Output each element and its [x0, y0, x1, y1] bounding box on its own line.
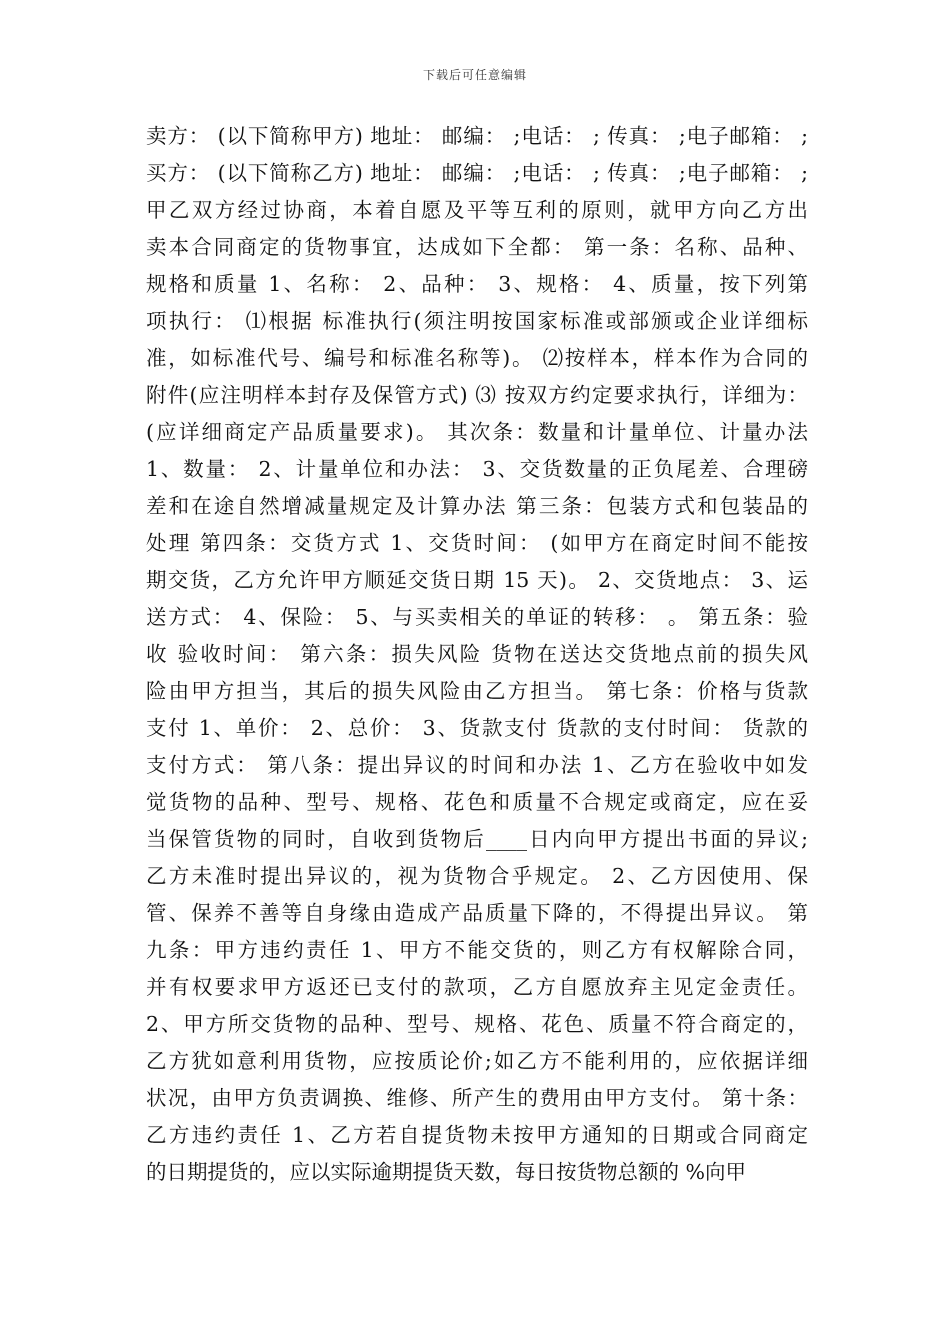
contract-body — [146, 118, 808, 1191]
text-line: 2、甲方所交货物的品种、型号、规格、花色、质量不符合商定的， — [146, 1012, 808, 1036]
text-line: 九条：甲方违约责任 1、甲方不能交货的，则乙方有权解除合同， — [146, 938, 808, 962]
text-line: 收 验收时间： 第六条：损失风险 货物在送达交货地点前的损失风 — [146, 642, 808, 666]
text-line: 附件(应注明样本封存及保管方式) ⑶ 按双方约定要求执行，详细为： — [146, 383, 808, 407]
text-line: 差和在途自然增减量规定及计算办法 第三条：包装方式和包装品的 — [146, 494, 808, 518]
text-line: 处理 第四条：交货方式 1、交货时间： (如甲方在商定时间不能按 — [146, 531, 808, 555]
text-line: 支付 1、单价： 2、总价： 3、货款支付 货款的支付时间： 货款的 — [146, 716, 808, 740]
text-line: 的日期提货的，应以实际逾期提货天数，每日按货物总额的 %向甲 — [146, 1160, 746, 1184]
text-line: 乙方未准时提出异议的，视为货物合乎规定。 2、乙方因使用、保 — [146, 864, 808, 888]
text-line: (应详细商定产品质量要求)。 其次条：数量和计量单位、计量办法 — [146, 420, 808, 444]
text-line: 规格和质量 1、名称： 2、品种： 3、规格： 4、质量，按下列第 — [146, 272, 808, 296]
text-line: 项执行： ⑴根据 标准执行(须注明按国家标准或部颁或企业详细标 — [146, 309, 808, 333]
text-line: 乙方违约责任 1、乙方若自提货物未按甲方通知的日期或合同商定 — [146, 1123, 808, 1147]
text-line: 当保管货物的同时，自收到货物后____日内向甲方提出书面的异议; — [146, 827, 808, 851]
text-line: 支付方式： 第八条：提出异议的时间和办法 1、乙方在验收中如发 — [146, 753, 808, 777]
text-line: 觉货物的品种、型号、规格、花色和质量不合规定或商定，应在妥 — [146, 790, 808, 814]
text-line: 险由甲方担当，其后的损失风险由乙方担当。 第七条：价格与货款 — [146, 679, 808, 703]
text-line: 买方： (以下简称乙方) 地址： 邮编： ;电话： ; 传真： ;电子邮箱： ; — [146, 161, 808, 185]
text-line: 卖方： (以下简称甲方) 地址： 邮编： ;电话： ; 传真： ;电子邮箱： ; — [146, 124, 808, 148]
text-line: 1、数量： 2、计量单位和办法： 3、交货数量的正负尾差、合理磅 — [146, 457, 808, 481]
text-line: 期交货，乙方允许甲方顺延交货日期 15 天)。 2、交货地点： 3、运 — [146, 568, 808, 592]
text-line: 乙方犹如意利用货物，应按质论价;如乙方不能利用的，应依据详细 — [146, 1049, 808, 1073]
header-note: 下载后可任意编辑 — [422, 68, 527, 82]
text-line: 状况，由甲方负责调换、维修、所产生的费用由甲方支付。 第十条： — [146, 1086, 808, 1110]
text-line: 卖本合同商定的货物事宜，达成如下全都： 第一条：名称、品种、 — [146, 235, 808, 259]
text-line: 甲乙双方经过协商，本着自愿及平等互利的原则，就甲方向乙方出 — [146, 198, 808, 222]
text-line: 送方式： 4、保险： 5、与买卖相关的单证的转移： 。 第五条：验 — [146, 605, 808, 629]
text-line: 并有权要求甲方返还已支付的款项，乙方自愿放弃主见定金责任。 — [146, 975, 808, 999]
text-line: 准，如标准代号、编号和标准名称等)。 ⑵按样本，样本作为合同的 — [146, 346, 808, 370]
text-line: 管、保养不善等自身缘由造成产品质量下降的，不得提出异议。 第 — [146, 901, 808, 925]
